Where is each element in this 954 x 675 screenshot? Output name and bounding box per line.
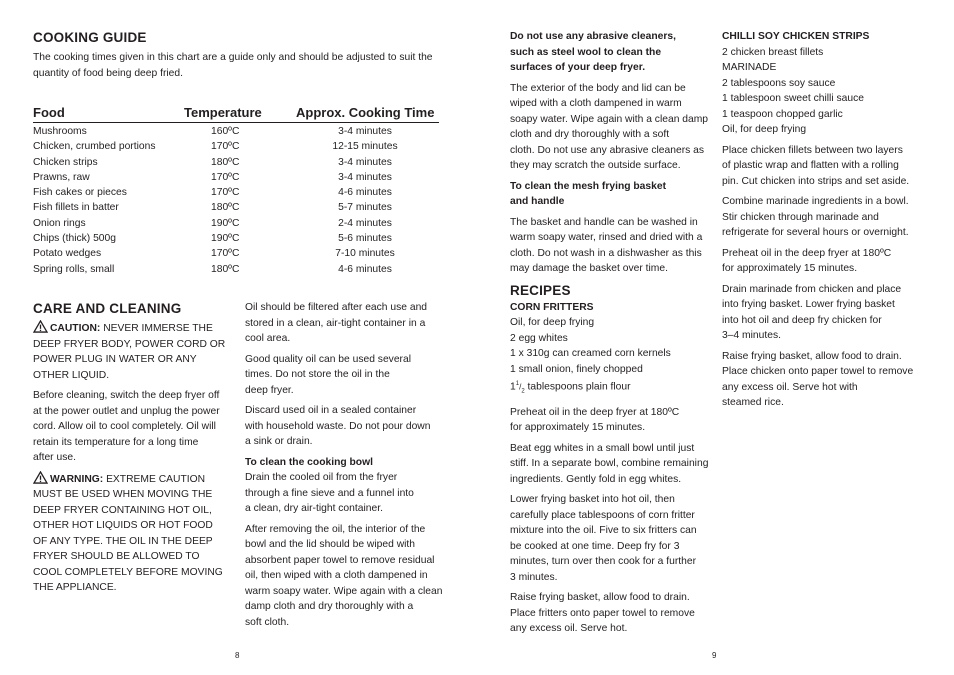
oil-discard-paragraph	[245, 403, 450, 450]
text-line: at the power outlet and unplug the power	[33, 405, 220, 417]
text-line: cloth and dry thoroughly with a soft	[510, 129, 670, 140]
text-line: Discard used oil in a sealed container	[245, 405, 417, 416]
corn-step	[510, 405, 715, 436]
text-line: minutes, turn over then cook for a further	[510, 556, 697, 568]
text-line: they may scratch the outside surface.	[510, 160, 681, 171]
cooking-time-cell: 12-15 minutes	[332, 141, 398, 153]
text-line: Preheat oil in the deep fryer at 180ºC	[722, 247, 892, 259]
food-cell: Chips (thick) 500g	[33, 233, 116, 245]
chilli-step	[722, 143, 937, 190]
caution-line: POWER PLUG IN WATER OR ANY	[33, 354, 197, 365]
food-cell: Fish cakes or pieces	[33, 187, 127, 199]
ingredient-line: $1^1/_2$ tablespoons plain flour	[510, 381, 631, 395]
text-line: a clean, dry air-tight container.	[245, 503, 383, 514]
cooking-time-cell: 5-7 minutes	[338, 202, 392, 214]
cooking-time-cell: 5-6 minutes	[338, 233, 392, 245]
warning-line: COOL COMPLETELY BEFORE MOVING	[33, 566, 223, 578]
cooking-guide-heading: COOKING GUIDE	[33, 30, 147, 45]
text-line: cool area.	[245, 333, 291, 344]
cooking-time-cell: 7-10 minutes	[335, 248, 395, 260]
text-line: Place fritters onto paper towel to remove	[510, 607, 695, 619]
table-header-rule	[33, 122, 439, 123]
text-line: cloth. Do not use any abrasive cleaners as	[510, 144, 705, 156]
ingredient-line: MARINADE	[722, 62, 777, 73]
oil-reuse-paragraph	[245, 352, 450, 399]
text-line: into frying basket. Lower frying basket	[722, 299, 895, 310]
text-line: of plastic wrap and flatten with a rolling	[722, 160, 899, 171]
text-line: after use.	[33, 452, 76, 463]
text-line: wiped with a cloth dampened in warm	[510, 98, 682, 109]
flour-numerator: 1	[515, 381, 520, 387]
text-line: Beat egg whites in a small bowl until just	[510, 442, 695, 454]
ingredient-line: 2 chicken breast fillets	[722, 46, 824, 58]
text-line: refrigerate for several hours or overnight.	[722, 227, 909, 238]
text-line: damp cloth and dry thoroughly with a	[245, 601, 414, 612]
table-row	[33, 170, 439, 185]
text-line: for approximately 15 minutes.	[722, 263, 858, 274]
text-line: any excess oil. Serve hot.	[510, 623, 628, 635]
text-line: Place chicken onto paper towel to remove	[722, 366, 914, 377]
text-line: ingredients. Gently fold in egg whites.	[510, 473, 682, 485]
warning-line: OF ANY TYPE. THE OIL IN THE DEEP	[33, 535, 213, 547]
chilli-ingredients	[722, 29, 937, 138]
bold-line: Do not use any abrasive cleaners,	[510, 31, 676, 42]
table-row	[33, 262, 439, 277]
basket-paragraph	[510, 215, 715, 277]
food-cell: Potato wedges	[33, 248, 102, 260]
temperature-cell: 180ºC	[211, 156, 240, 168]
caution-label: CAUTION:	[50, 323, 101, 334]
text-line: Drain the cooled oil from the fryer	[245, 472, 398, 483]
table-row	[33, 200, 439, 215]
table-row	[33, 231, 439, 246]
ingredient-line: Oil, for deep frying	[722, 124, 807, 135]
text-line: may damage the basket over time.	[510, 263, 668, 274]
chilli-soy-heading: CHILLI SOY CHICKEN STRIPS	[722, 31, 870, 42]
chilli-step	[722, 246, 937, 277]
page-number-right: 9	[712, 651, 717, 660]
text-line: Oil should be filtered after each use and	[245, 302, 428, 313]
intro-line: quantity of food being deep fried.	[33, 67, 183, 79]
text-line: into hot oil and deep fry chicken for	[722, 314, 882, 326]
temperature-cell: 170ºC	[211, 171, 240, 183]
caution-paragraph	[33, 320, 238, 383]
flour-text: tablespoons plain flour	[524, 381, 631, 393]
text-line: pin. Cut chicken into strips and set aside.	[722, 175, 910, 187]
warning-line: OTHER HOT LIQUIDS OR HOT FOOD	[33, 520, 213, 531]
text-line: The exterior of the body and lid can be	[510, 82, 686, 94]
food-cell: Mushrooms	[33, 126, 87, 137]
column-header-food: Food	[33, 105, 65, 120]
before-cleaning-paragraph	[33, 388, 238, 466]
flour-denominator: 2	[521, 388, 525, 395]
table-row	[33, 155, 439, 170]
oil-care-column	[245, 300, 450, 635]
text-line: carefully place tablespoons of corn fritter	[510, 509, 695, 521]
basket-heading	[510, 179, 715, 210]
text-line: a sink or drain.	[245, 436, 313, 447]
text-line: Combine marinade ingredients in a bowl.	[722, 196, 909, 207]
ingredient-line: 1 teaspoon chopped garlic	[722, 108, 843, 120]
recipes-heading: RECIPES	[510, 282, 571, 298]
text-line: bowl and the lid should be wiped with	[245, 539, 416, 550]
exterior-paragraph	[510, 81, 715, 174]
text-line: deep fryer.	[245, 384, 294, 396]
ingredient-line: 1 small onion, finely chopped	[510, 363, 643, 375]
food-cell: Chicken strips	[33, 156, 98, 168]
text-line: Raise frying basket, allow food to drain.	[722, 350, 902, 362]
corn-step	[510, 590, 715, 637]
chilli-step	[722, 282, 937, 344]
text-line: 3–4 minutes.	[722, 330, 781, 341]
oil-filter-paragraph	[245, 300, 450, 347]
food-cell: Spring rolls, small	[33, 263, 115, 275]
corn-step	[510, 441, 715, 488]
clean-bowl-heading-block	[245, 455, 450, 471]
temperature-cell: 170ºC	[211, 141, 240, 153]
flour-whole: 1	[510, 381, 516, 393]
bold-line: To clean the mesh frying basket	[510, 180, 667, 192]
text-line: for approximately 15 minutes.	[510, 422, 646, 434]
cooking-time-cell: 3-4 minutes	[338, 171, 392, 183]
care-cleaning-heading: CARE AND CLEANING	[33, 301, 182, 316]
text-line: 3 minutes.	[510, 571, 558, 583]
text-line: cord. Allow oil to cool completely. Oil will	[33, 421, 216, 432]
food-cell: Fish fillets in batter	[33, 202, 119, 214]
caution-line	[33, 320, 238, 337]
cooking-guide-table	[33, 124, 439, 277]
text-line: through a fine sieve and a funnel into	[245, 487, 414, 499]
warning-paragraph	[33, 471, 238, 596]
warning-line: FRYER SHOULD BE ALLOWED TO	[33, 551, 200, 562]
chilli-step	[722, 349, 937, 411]
text-line: with household waste. Do not pour down	[245, 420, 431, 432]
text-line: stored in a clean, air-tight container in a	[245, 317, 426, 329]
chilli-step	[722, 194, 937, 241]
column-header-temperature: Temperature	[184, 105, 262, 120]
table-row	[33, 246, 439, 261]
text-line: warm soapy water, rinsed and dried with a	[510, 232, 703, 243]
text-line: After removing the oil, the interior of the	[245, 523, 426, 535]
text-line: mixture into the oil. Five to six fritters can	[510, 525, 697, 537]
ingredient-line: 1 tablespoon sweet chilli sauce	[722, 93, 864, 104]
corn-step	[510, 492, 715, 585]
temperature-cell: 180ºC	[211, 202, 240, 214]
bold-line: and handle	[510, 196, 565, 207]
warning-triangle-icon	[33, 471, 48, 484]
clean-bowl-heading: To clean the cooking bowl	[245, 456, 373, 468]
temperature-cell: 180ºC	[211, 263, 240, 275]
text-line: Stir chicken through marinade and	[722, 211, 879, 223]
table-row	[33, 139, 439, 154]
text-line: soapy water. Wipe again with a clean damp	[510, 113, 709, 125]
warning-triangle-icon	[33, 320, 48, 333]
bold-line: such as steel wool to clean the	[510, 46, 662, 58]
cooking-time-cell: 3-4 minutes	[338, 126, 392, 137]
warning-label: WARNING:	[50, 473, 104, 485]
text-line: absorbent paper towel to remove residual	[245, 554, 435, 566]
text-line: times. Do not store the oil in the	[245, 369, 390, 380]
right-column-2	[722, 29, 937, 416]
abrasive-warning	[510, 29, 715, 76]
cooking-time-cell: 2-4 minutes	[338, 217, 392, 229]
ingredient-line: 2 egg whites	[510, 332, 568, 344]
warning-text: EXTREME CAUTION	[103, 473, 206, 485]
temperature-cell: 190ºC	[211, 233, 240, 245]
text-line: Before cleaning, switch the deep fryer off	[33, 390, 220, 401]
cooking-guide-intro	[33, 50, 453, 81]
text-line: Preheat oil in the deep fryer at 180ºC	[510, 406, 680, 418]
intro-line: The cooking times given in this chart are a guide only and should be adjusted to suit the	[33, 52, 433, 63]
text-line: cloth. Do not wash in a dishwasher as this	[510, 247, 702, 259]
temperature-cell: 160ºC	[211, 126, 240, 137]
ingredient-line: 2 tablespoons soy sauce	[722, 77, 836, 89]
warning-line: MUST BE USED WHEN MOVING THE	[33, 489, 213, 500]
text-line: stiff. In a separate bowl, combine remaining	[510, 458, 709, 470]
text-line: Lower frying basket into hot oil, then	[510, 494, 675, 506]
table-row	[33, 185, 439, 200]
wipe-bowl-paragraph	[245, 522, 450, 631]
warning-line: THE APPLIANCE.	[33, 582, 117, 593]
text-line: The basket and handle can be washed in	[510, 216, 698, 228]
right-column-1	[510, 29, 715, 642]
temperature-cell: 170ºC	[211, 248, 240, 260]
table-row	[33, 216, 439, 231]
column-header-cooking-time: Approx. Cooking Time	[296, 105, 435, 120]
caution-line: DEEP FRYER BODY, POWER CORD OR	[33, 338, 226, 350]
food-cell: Prawns, raw	[33, 171, 90, 183]
ingredient-line: 1 x 310g can creamed corn kernels	[510, 348, 671, 359]
drain-oil-paragraph	[245, 470, 450, 517]
page-number-left: 8	[235, 651, 240, 660]
text-line: Place chicken fillets between two layers	[722, 144, 903, 156]
text-line: Drain marinade from chicken and place	[722, 283, 902, 295]
text-line: soft cloth.	[245, 616, 290, 628]
bold-line: surfaces of your deep fryer.	[510, 62, 646, 73]
text-line: retain its temperature for a long time	[33, 436, 199, 448]
caution-text: NEVER IMMERSE THE	[100, 323, 213, 334]
corn-fritters-ingredients	[510, 300, 715, 400]
corn-fritters-heading: CORN FRITTERS	[510, 301, 594, 313]
food-cell: Onion rings	[33, 217, 86, 229]
temperature-cell: 190ºC	[211, 217, 240, 229]
recipes-heading-block	[510, 282, 715, 300]
cooking-time-cell: 4-6 minutes	[338, 187, 392, 199]
warning-line	[33, 471, 238, 488]
food-cell: Chicken, crumbed portions	[33, 141, 156, 153]
text-line: oil, then wiped with a cloth dampened in	[245, 570, 428, 581]
text-line: Raise frying basket, allow food to drain.	[510, 592, 690, 604]
text-line: Good quality oil can be used several	[245, 353, 411, 365]
care-cleaning-column	[33, 320, 238, 601]
cooking-time-cell: 4-6 minutes	[338, 263, 392, 275]
cooking-time-cell: 3-4 minutes	[338, 156, 392, 168]
table-row	[33, 124, 439, 139]
text-line: any excess oil. Serve hot with	[722, 381, 858, 393]
warning-line: DEEP FRYER CONTAINING HOT OIL,	[33, 504, 212, 516]
caution-line: OTHER LIQUID.	[33, 369, 110, 381]
text-line: steamed rice.	[722, 397, 784, 408]
temperature-cell: 170ºC	[211, 187, 240, 199]
text-line: warm soapy water. Wipe again with a clean	[245, 585, 443, 597]
text-line: be cooked at one time. Deep fry for 3	[510, 540, 680, 552]
ingredient-line: Oil, for deep frying	[510, 317, 595, 328]
